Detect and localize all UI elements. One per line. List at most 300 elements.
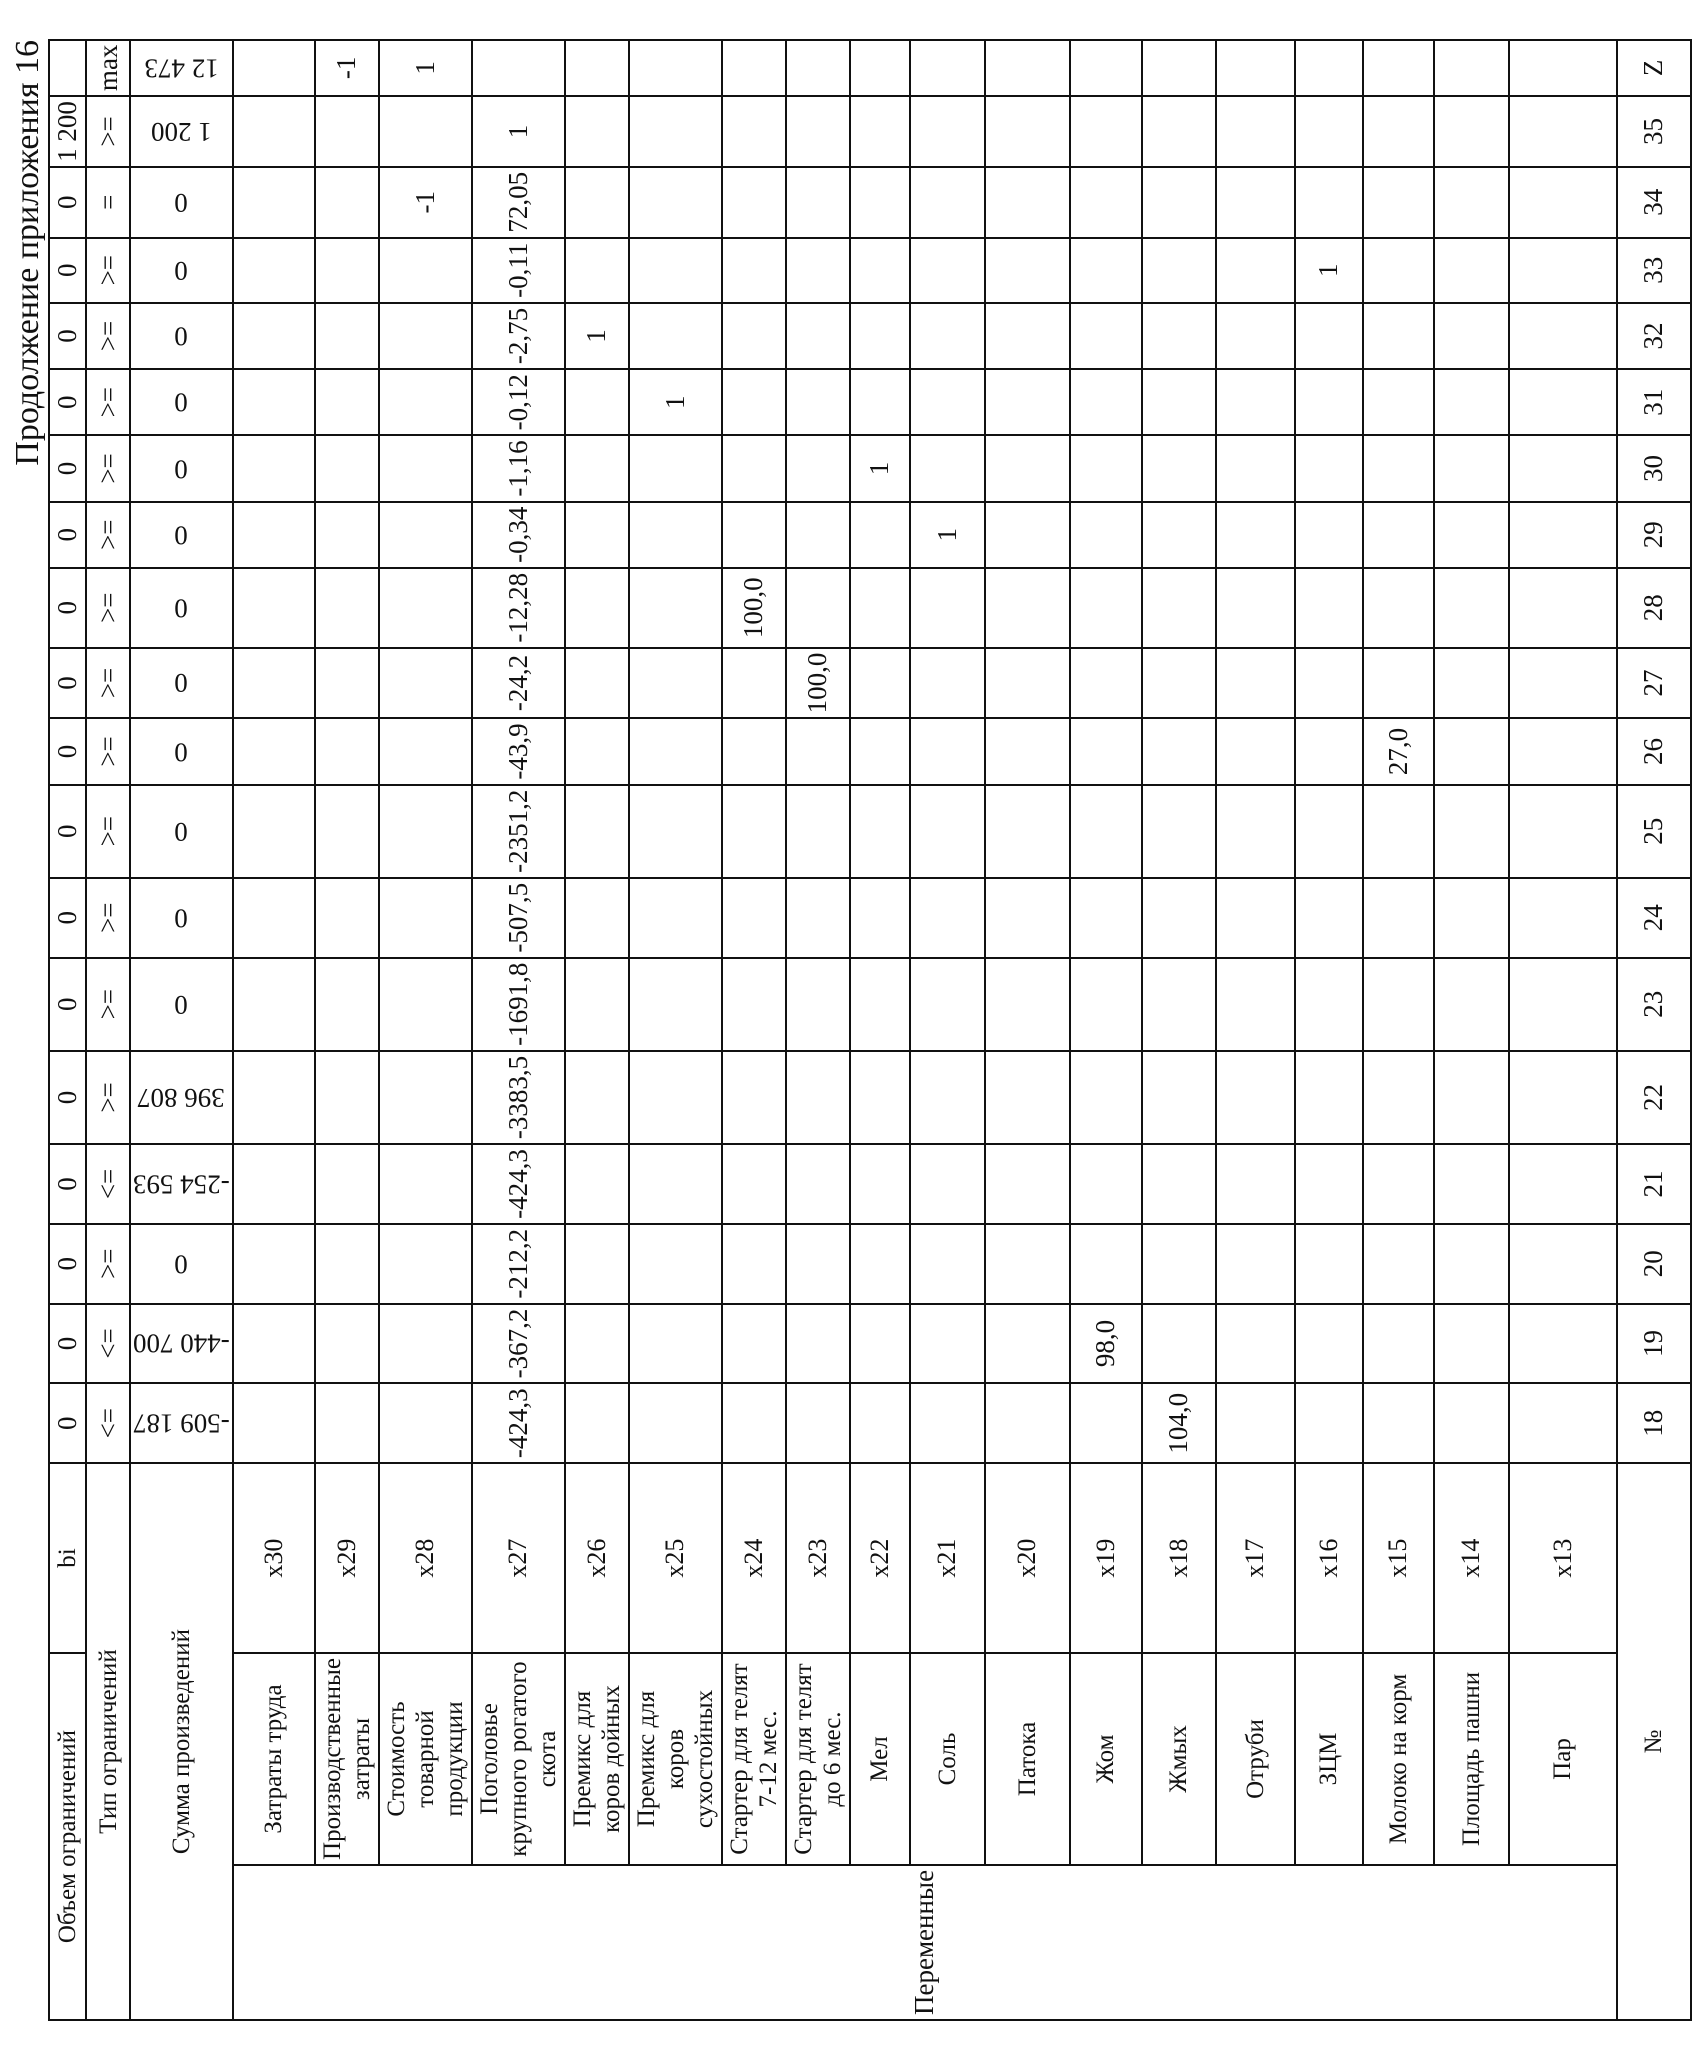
cell-value	[379, 96, 472, 167]
cell-value	[910, 40, 985, 97]
cell-value	[233, 369, 315, 435]
cell-value	[1434, 369, 1509, 435]
cell-value	[233, 718, 315, 784]
cell-value	[565, 502, 629, 568]
cell-b: 1 200	[49, 96, 86, 167]
cell-value	[722, 1224, 786, 1304]
cell-value	[629, 648, 722, 719]
cell-value	[1363, 96, 1434, 167]
cell-value	[1509, 369, 1617, 435]
cell-b: 0	[49, 878, 86, 958]
cell-sum: 0	[130, 785, 233, 878]
cell-value	[722, 435, 786, 501]
cell-value: 72,05	[472, 167, 565, 238]
cell-value	[850, 303, 910, 369]
column-name: Жмых	[1142, 1653, 1216, 1865]
cell-value	[233, 167, 315, 238]
cell-value	[565, 878, 629, 958]
cell-value	[1070, 369, 1142, 435]
cell-value	[850, 878, 910, 958]
cell-value	[1434, 568, 1509, 648]
cell-value	[1363, 40, 1434, 97]
cell-value	[1070, 785, 1142, 878]
cell-value	[1434, 718, 1509, 784]
cell-value: 100,0	[722, 568, 786, 648]
cell-value: 27,0	[1363, 718, 1434, 784]
cell-value	[910, 238, 985, 303]
cell-value	[379, 568, 472, 648]
cell-value	[233, 435, 315, 501]
column-name: Премикс для коров сухостойных	[629, 1653, 722, 1865]
cell-value	[722, 167, 786, 238]
cell-value	[1434, 96, 1509, 167]
column-var: x16	[1295, 1463, 1363, 1653]
cell-value	[1363, 1383, 1434, 1463]
cell-value	[985, 96, 1070, 167]
page-title: Продолжение приложения 16	[9, 40, 46, 466]
cell-value	[233, 648, 315, 719]
cell-value	[1216, 40, 1295, 97]
cell-value	[1295, 96, 1363, 167]
cell-value	[786, 167, 850, 238]
cell-value	[722, 1051, 786, 1144]
cell-value	[233, 1051, 315, 1144]
cell-value	[1295, 369, 1363, 435]
cell-value	[722, 369, 786, 435]
cell-value	[379, 1224, 472, 1304]
cell-value	[565, 1304, 629, 1384]
cell-value	[1070, 502, 1142, 568]
cell-type: >=	[86, 1224, 130, 1304]
cell-value	[786, 40, 850, 97]
cell-value	[629, 303, 722, 369]
column-name: Производственные затраты	[315, 1653, 379, 1865]
cell-value	[629, 238, 722, 303]
cell-value	[233, 1304, 315, 1384]
cell-value	[379, 1383, 472, 1463]
variables-group-header: Переменные	[233, 1865, 1617, 2020]
cell-value	[985, 369, 1070, 435]
cell-value	[1509, 785, 1617, 878]
cell-value	[1434, 878, 1509, 958]
cell-value	[1070, 1144, 1142, 1224]
cell-value	[850, 96, 910, 167]
cell-value	[1070, 40, 1142, 97]
cell-sum: 1 200	[130, 96, 233, 167]
cell-value	[722, 40, 786, 97]
table-row	[985, 40, 1070, 2020]
cell-value: -0,11	[472, 238, 565, 303]
cell-b: 0	[49, 502, 86, 568]
cell-value	[1216, 785, 1295, 878]
cell-value	[1216, 1304, 1295, 1384]
cell-value	[233, 1224, 315, 1304]
cell-value	[233, 1144, 315, 1224]
row-number: 34	[1617, 167, 1691, 238]
cell-value	[315, 502, 379, 568]
cell-value	[910, 878, 985, 958]
cell-value	[565, 40, 629, 97]
cell-value	[1363, 568, 1434, 648]
cell-value	[1070, 1224, 1142, 1304]
cell-value	[1070, 303, 1142, 369]
cell-value	[315, 785, 379, 878]
row-number: 30	[1617, 435, 1691, 501]
cell-value	[1295, 1224, 1363, 1304]
cell-value	[1142, 1224, 1216, 1304]
cell-value	[1070, 435, 1142, 501]
cell-value	[985, 958, 1070, 1051]
column-var: x23	[786, 1463, 850, 1653]
cell-value	[1295, 785, 1363, 878]
cell-value	[1142, 303, 1216, 369]
cell-value	[1363, 435, 1434, 501]
cell-value: -1	[379, 167, 472, 238]
column-name: Пар	[1509, 1653, 1617, 1865]
cell-value	[379, 303, 472, 369]
cell-value	[722, 648, 786, 719]
cell-sum: 0	[130, 648, 233, 719]
cell-b: 0	[49, 1224, 86, 1304]
row-number: 23	[1617, 958, 1691, 1051]
table-row	[379, 40, 472, 2020]
column-var: x22	[850, 1463, 910, 1653]
cell-value	[629, 568, 722, 648]
cell-value	[233, 303, 315, 369]
cell-value	[850, 1144, 910, 1224]
cell-value	[1509, 238, 1617, 303]
cell-sum: 0	[130, 435, 233, 501]
cell-value	[722, 1144, 786, 1224]
cell-value	[629, 1304, 722, 1384]
cell-value	[850, 718, 910, 784]
cell-value	[1509, 1144, 1617, 1224]
column-var: x18	[1142, 1463, 1216, 1653]
cell-value	[850, 238, 910, 303]
cell-value: 1	[910, 502, 985, 568]
cell-value	[1142, 785, 1216, 878]
column-var: x29	[315, 1463, 379, 1653]
cell-value	[1295, 502, 1363, 568]
cell-value	[1509, 40, 1617, 97]
cell-value	[1295, 958, 1363, 1051]
cell-value	[786, 369, 850, 435]
cell-sum: 0	[130, 369, 233, 435]
cell-value	[1142, 958, 1216, 1051]
cell-value: -1,16	[472, 435, 565, 501]
cell-value	[315, 303, 379, 369]
cell-value	[629, 878, 722, 958]
column-name: Жом	[1070, 1653, 1142, 1865]
cell-value	[722, 878, 786, 958]
cell-value	[1363, 1304, 1434, 1384]
cell-value	[315, 96, 379, 167]
cell-value	[910, 1051, 985, 1144]
cell-value	[1142, 435, 1216, 501]
cell-value	[1142, 167, 1216, 238]
cell-value	[910, 167, 985, 238]
column-var: x15	[1363, 1463, 1434, 1653]
cell-value	[1434, 502, 1509, 568]
cell-value	[1434, 1304, 1509, 1384]
cell-value	[722, 303, 786, 369]
cell-type: >=	[86, 369, 130, 435]
cell-value	[850, 785, 910, 878]
cell-sum: 0	[130, 1224, 233, 1304]
cell-value	[985, 1304, 1070, 1384]
cell-sum: 0	[130, 502, 233, 568]
cell-value	[565, 96, 629, 167]
cell-type: >=	[86, 958, 130, 1051]
column-var: x17	[1216, 1463, 1295, 1653]
cell-sum: -509 187	[130, 1383, 233, 1463]
cell-value	[1070, 1051, 1142, 1144]
cell-value	[1142, 1304, 1216, 1384]
cell-value	[786, 238, 850, 303]
cell-value	[1216, 1224, 1295, 1304]
cell-value	[1295, 1383, 1363, 1463]
cell-value	[786, 1051, 850, 1144]
cell-value	[850, 1304, 910, 1384]
cell-value	[1142, 1051, 1216, 1144]
constraints-table	[48, 39, 1692, 2021]
cell-type: >=	[86, 648, 130, 719]
cell-value	[786, 1383, 850, 1463]
cell-value	[722, 958, 786, 1051]
cell-value	[379, 1051, 472, 1144]
column-name: Площадь пашни	[1434, 1653, 1509, 1865]
table-row	[910, 40, 985, 2020]
cell-value	[565, 958, 629, 1051]
cell-value: -2,75	[472, 303, 565, 369]
cell-type: >=	[86, 502, 130, 568]
cell-value	[1295, 878, 1363, 958]
cell-value	[910, 435, 985, 501]
cell-type: max	[86, 40, 130, 97]
cell-value	[786, 435, 850, 501]
cell-value	[1216, 435, 1295, 501]
row-number: Z	[1617, 40, 1691, 97]
cell-value	[1363, 878, 1434, 958]
cell-value	[1363, 238, 1434, 303]
cell-value	[1509, 878, 1617, 958]
cell-b: 0	[49, 369, 86, 435]
column-var: x27	[472, 1463, 565, 1653]
cell-value: 98,0	[1070, 1304, 1142, 1384]
cell-value	[722, 502, 786, 568]
cell-value	[1142, 568, 1216, 648]
cell-value	[1142, 502, 1216, 568]
column-name: Отруби	[1216, 1653, 1295, 1865]
cell-value	[1070, 238, 1142, 303]
cell-value	[1509, 96, 1617, 167]
cell-value	[1509, 502, 1617, 568]
cell-value	[379, 369, 472, 435]
cell-b	[49, 40, 86, 97]
cell-value	[722, 1383, 786, 1463]
cell-value	[629, 435, 722, 501]
cell-value	[629, 1224, 722, 1304]
cell-value	[985, 878, 1070, 958]
cell-value	[233, 785, 315, 878]
cell-value	[910, 568, 985, 648]
column-name: Стартер для телят до 6 мес.	[786, 1653, 850, 1865]
cell-value: 100,0	[786, 648, 850, 719]
cell-type: <=	[86, 1144, 130, 1224]
cell-type: >=	[86, 435, 130, 501]
cell-value	[233, 568, 315, 648]
column-var: x24	[722, 1463, 786, 1653]
cell-value	[850, 568, 910, 648]
cell-value	[722, 718, 786, 784]
row-number: 32	[1617, 303, 1691, 369]
cell-type: >=	[86, 96, 130, 167]
column-name: Соль	[910, 1653, 985, 1865]
cell-value	[565, 1051, 629, 1144]
cell-value	[985, 502, 1070, 568]
column-var: x20	[985, 1463, 1070, 1653]
cell-value	[1509, 568, 1617, 648]
table-row	[49, 40, 86, 2020]
b-label: bi	[54, 1548, 81, 1568]
cell-value	[1295, 40, 1363, 97]
cell-value	[1434, 435, 1509, 501]
cell-value	[233, 958, 315, 1051]
cell-value	[985, 435, 1070, 501]
cell-value	[472, 40, 565, 97]
cell-value	[379, 878, 472, 958]
cell-value	[1434, 1051, 1509, 1144]
column-var: x21	[910, 1463, 985, 1653]
cell-value	[233, 502, 315, 568]
cell-value	[850, 40, 910, 97]
cell-value	[985, 568, 1070, 648]
cell-value	[1509, 1051, 1617, 1144]
cell-value	[850, 369, 910, 435]
cell-value	[629, 1144, 722, 1224]
cell-value	[985, 167, 1070, 238]
cell-value	[1070, 96, 1142, 167]
cell-value	[1363, 369, 1434, 435]
cell-value	[1434, 648, 1509, 719]
cell-value	[233, 878, 315, 958]
cell-value: -424,3	[472, 1144, 565, 1224]
table-row	[130, 40, 233, 2020]
cell-value	[1216, 502, 1295, 568]
cell-value	[786, 96, 850, 167]
cell-value	[1295, 435, 1363, 501]
cell-value	[1216, 1051, 1295, 1144]
cell-value	[1295, 568, 1363, 648]
cell-value	[910, 785, 985, 878]
cell-value: -1691,8	[472, 958, 565, 1051]
cell-value	[1363, 785, 1434, 878]
cell-value	[850, 958, 910, 1051]
cell-value	[315, 435, 379, 501]
cell-value	[1216, 238, 1295, 303]
b-header	[49, 1463, 86, 1653]
cell-value	[1070, 878, 1142, 958]
cell-value	[315, 1144, 379, 1224]
cell-type: <=	[86, 1304, 130, 1384]
cell-value	[315, 648, 379, 719]
cell-value: -3383,5	[472, 1051, 565, 1144]
cell-value	[1434, 1383, 1509, 1463]
cell-type: >=	[86, 878, 130, 958]
cell-value	[629, 958, 722, 1051]
row-number: 24	[1617, 878, 1691, 958]
cell-value	[565, 435, 629, 501]
cell-value	[910, 369, 985, 435]
cell-value	[629, 1383, 722, 1463]
cell-value: 1	[629, 369, 722, 435]
cell-b: 0	[49, 785, 86, 878]
cell-b: 0	[49, 958, 86, 1051]
cell-value	[1216, 96, 1295, 167]
cell-sum: 0	[130, 958, 233, 1051]
cell-type: >=	[86, 1051, 130, 1144]
cell-value	[1295, 648, 1363, 719]
cell-value	[565, 718, 629, 784]
cell-value: -0,12	[472, 369, 565, 435]
cell-b: 0	[49, 167, 86, 238]
cell-value	[1434, 167, 1509, 238]
cell-value	[1509, 303, 1617, 369]
cell-value	[1363, 1051, 1434, 1144]
cell-value	[850, 1224, 910, 1304]
cell-value	[786, 568, 850, 648]
cell-sum: 396 807	[130, 1051, 233, 1144]
cell-value	[910, 1144, 985, 1224]
cell-value	[1070, 1383, 1142, 1463]
cell-value: -212,2	[472, 1224, 565, 1304]
cell-value	[1216, 1383, 1295, 1463]
cell-value	[850, 167, 910, 238]
cell-value	[1434, 1224, 1509, 1304]
cell-value	[722, 1304, 786, 1384]
cell-value	[1509, 1304, 1617, 1384]
cell-value	[1509, 958, 1617, 1051]
volume-header: Объем ограничений	[49, 1653, 86, 2020]
row-number: 19	[1617, 1304, 1691, 1384]
cell-value	[1295, 718, 1363, 784]
cell-value	[1434, 303, 1509, 369]
cell-value	[1142, 96, 1216, 167]
cell-value	[786, 785, 850, 878]
cell-value	[379, 435, 472, 501]
cell-value	[1216, 167, 1295, 238]
table-row	[1295, 40, 1363, 2020]
row-number: 26	[1617, 718, 1691, 784]
cell-value	[1070, 568, 1142, 648]
cell-value	[910, 1224, 985, 1304]
cell-value	[1509, 435, 1617, 501]
cell-value: -1	[315, 40, 379, 97]
cell-value	[1142, 1144, 1216, 1224]
row-number: 27	[1617, 648, 1691, 719]
cell-value	[910, 648, 985, 719]
cell-value	[850, 1051, 910, 1144]
cell-value	[629, 40, 722, 97]
column-name: Стоимость товарной продукции	[379, 1653, 472, 1865]
column-name: Стартер для телят 7-12 мес.	[722, 1653, 786, 1865]
cell-value	[1295, 1051, 1363, 1144]
cell-value	[985, 785, 1070, 878]
cell-value	[1363, 502, 1434, 568]
cell-value	[1295, 167, 1363, 238]
cell-value	[565, 1144, 629, 1224]
cell-value	[1434, 1144, 1509, 1224]
